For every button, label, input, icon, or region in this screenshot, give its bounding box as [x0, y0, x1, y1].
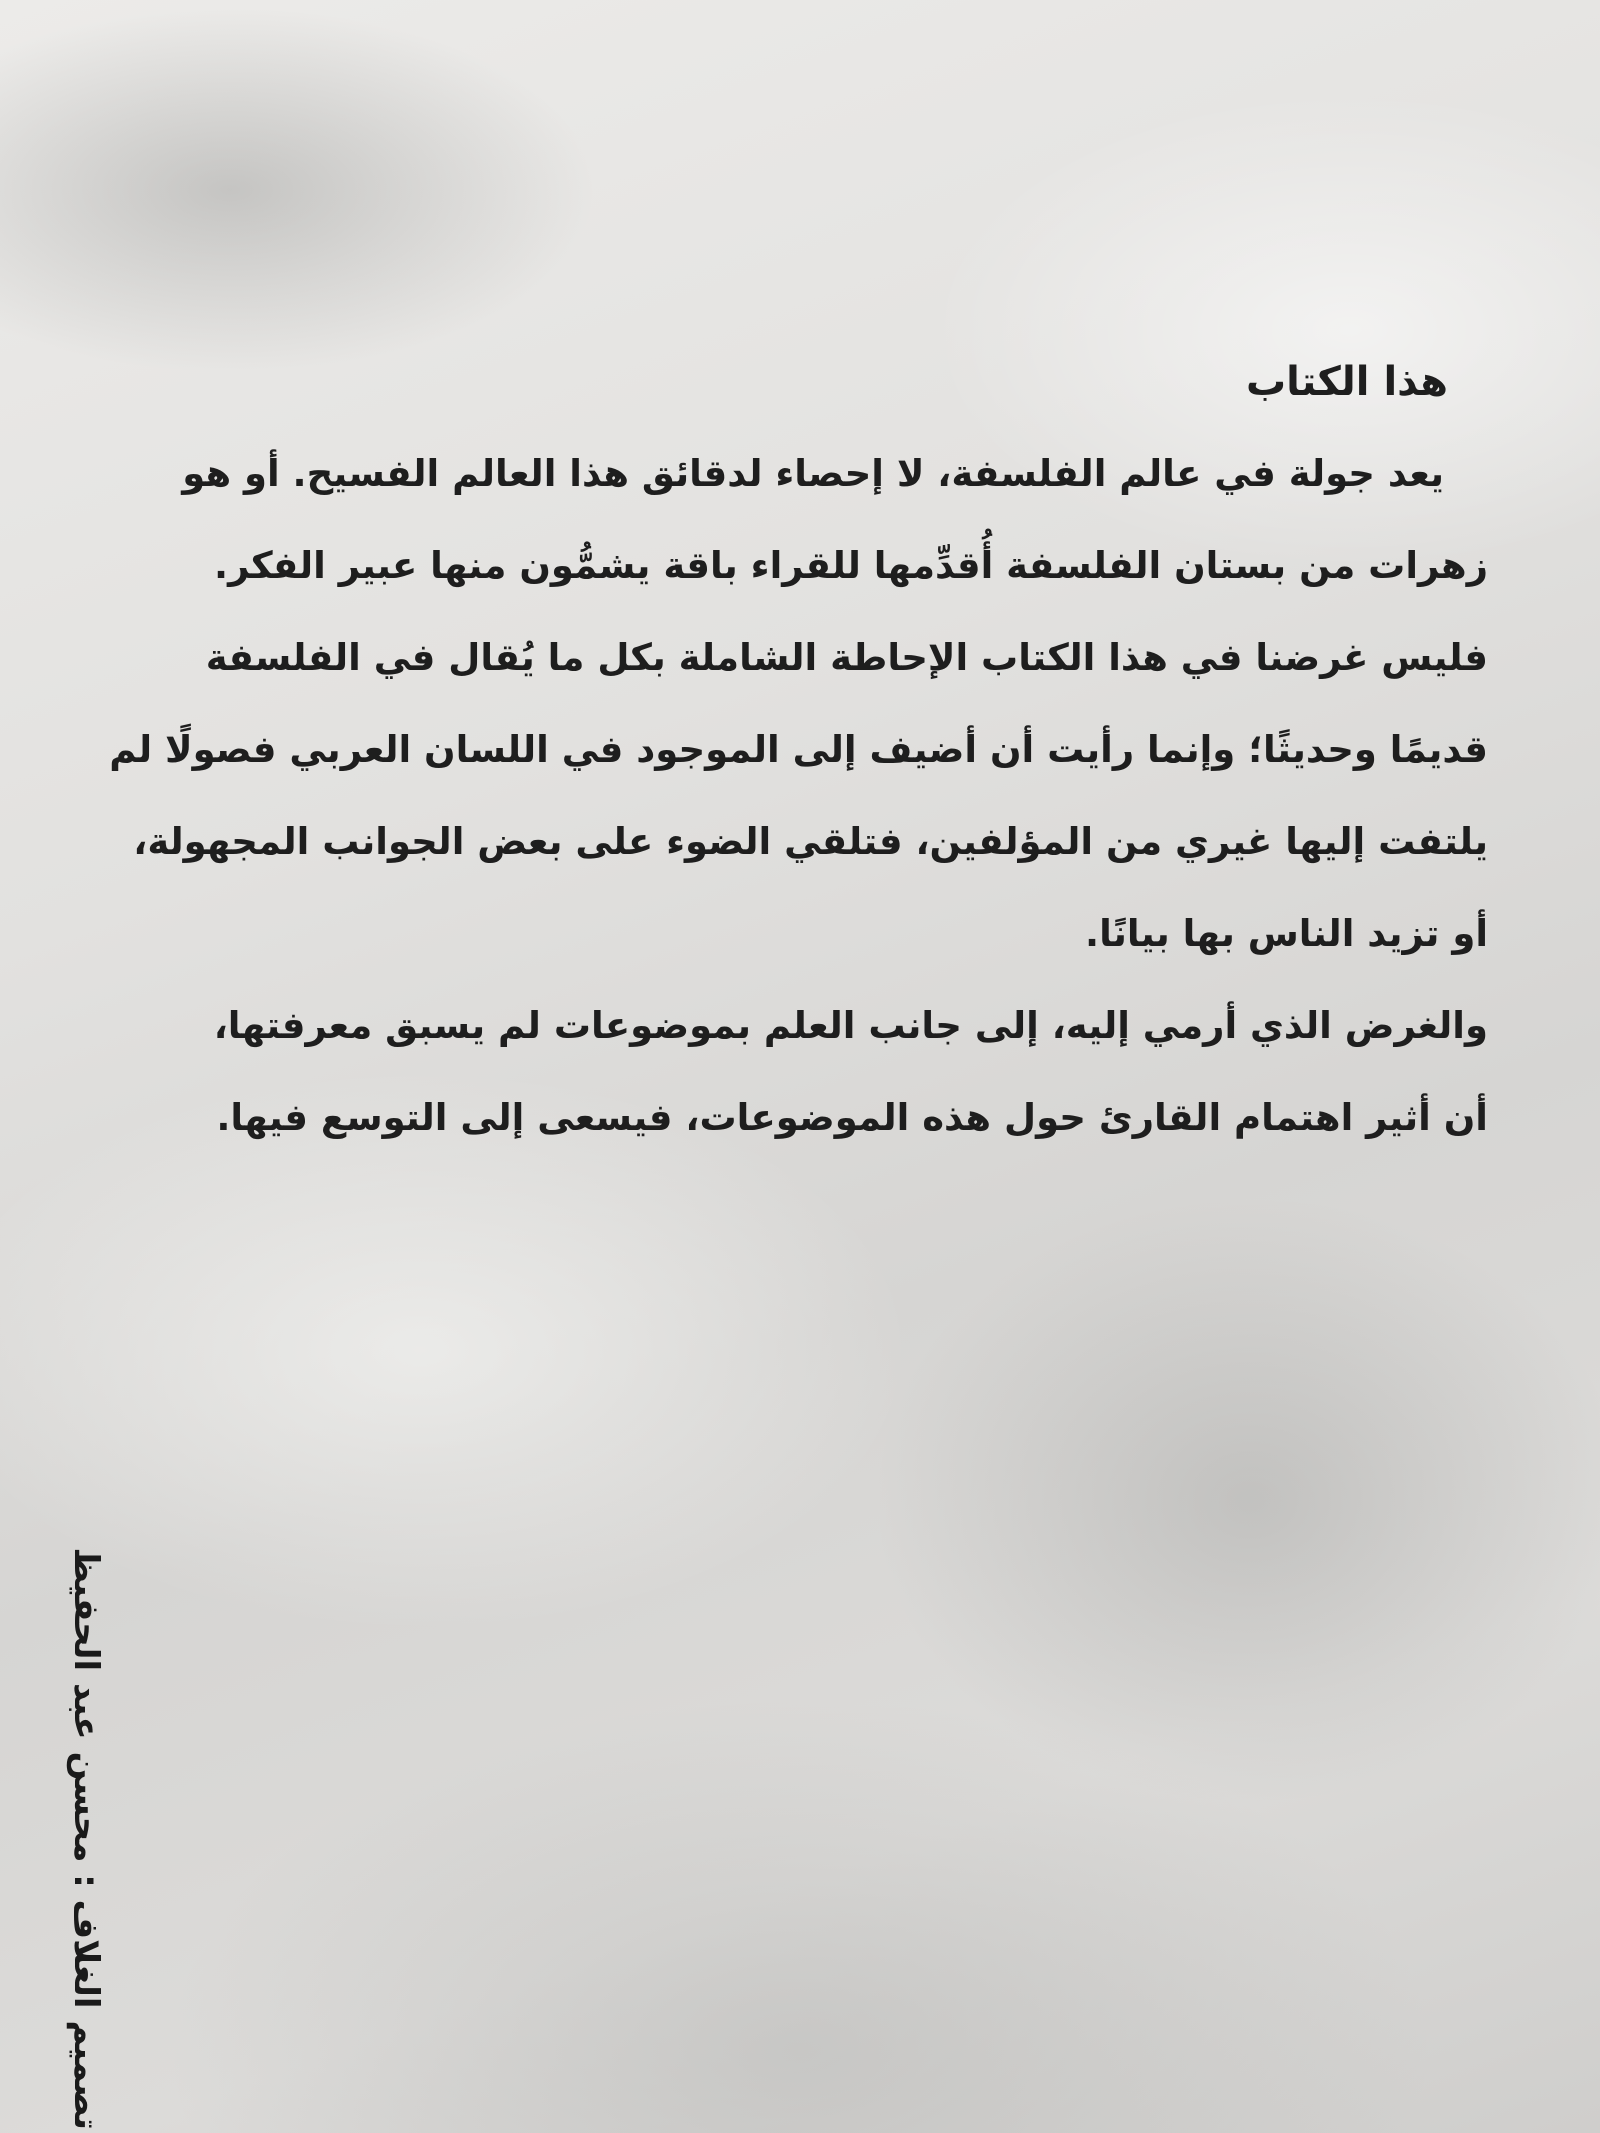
- book-blurb: [88, 350, 1488, 1164]
- blurb-line: فليس غرضنا في هذا الكتاب الإحاطة الشاملة بكل ما يُقال في الفلسفة: [205, 636, 1488, 679]
- blurb-line: قديمًا وحديثًا؛ وإنما رأيت أن أضيف إلى الموجود في اللسان العربي فصولًا لم: [109, 728, 1488, 771]
- blurb-paragraph-2: [88, 980, 1488, 1164]
- cover-design-credit: تصميم الغلاف : محسن عبد الحفيظ: [66, 1547, 106, 2130]
- blurb-line: أن أثير اهتمام القارئ حول هذه الموضوعات، فيسعى إلى التوسع فيها.: [216, 1096, 1488, 1139]
- blurb-line: والغرض الذي أرمي إليه، إلى جانب العلم بموضوعات لم يسبق معرفتها،: [213, 1004, 1488, 1047]
- blurb-paragraph-1: [88, 428, 1488, 980]
- blurb-line: أو تزيد الناس بها بيانًا.: [1085, 912, 1488, 955]
- blurb-line: يعد جولة في عالم الفلسفة، لا إحصاء لدقائق هذا العالم الفسيح. أو هو: [182, 452, 1444, 495]
- blurb-heading: هذا الكتاب: [1245, 359, 1448, 405]
- blurb-line: يلتفت إليها غيري من المؤلفين، فتلقي الضوء على بعض الجوانب المجهولة،: [133, 820, 1488, 863]
- blurb-line: زهرات من بستان الفلسفة أُقدِّمها للقراء باقة يشمُّون منها عبير الفكر.: [214, 544, 1488, 587]
